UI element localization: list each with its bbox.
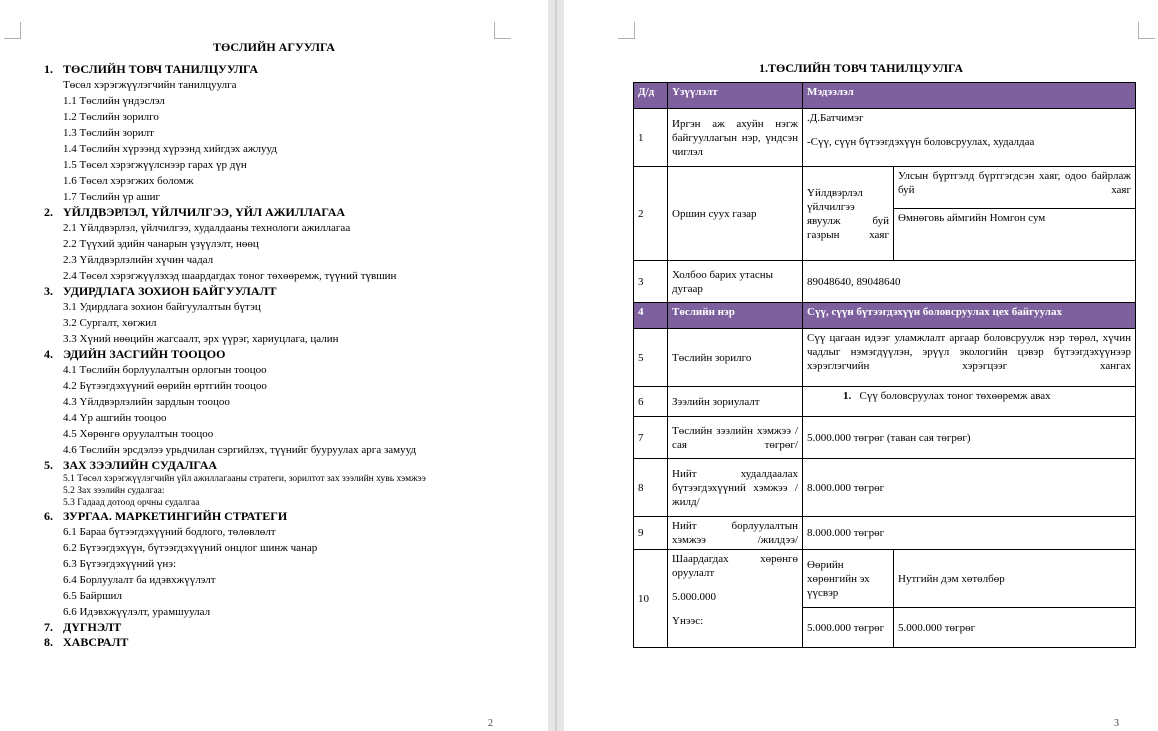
toc-section-title: ЭДИЙН ЗАСГИЙН ТООЦОО xyxy=(63,347,226,361)
crop-mark xyxy=(494,22,511,39)
toc-section-number: 4. xyxy=(44,347,53,361)
toc-section-number: 7. xyxy=(44,620,53,634)
row-value: 5.000.000 төгрөг (таван сая төгрөг) xyxy=(803,417,1136,459)
own-source-label: Өөрийн хөрөнгийн эх үүсвэр xyxy=(803,550,894,608)
toc-item: 2.2 Түүхий эдийн чанарын үзүүлэлт, нөөц xyxy=(63,238,259,250)
row-num: 5 xyxy=(634,329,668,387)
toc-item: 1.7 Төслийн үр ашиг xyxy=(63,191,161,203)
page-left xyxy=(0,0,548,731)
toc-section-title: ХАВСРАЛТ xyxy=(63,635,129,649)
toc-section-title: ЗУРГАА. МАРКЕТИНГИЙН СТРАТЕГИ xyxy=(63,509,288,523)
toc-item: 4.4 Үр ашгийн тооцоо xyxy=(63,412,167,424)
investment-label: Шаардагдах хөрөнгө оруулалт xyxy=(672,553,798,579)
main-direction: -Сүү, сүүн бүтээгдэхүүн боловсруулах, худалдаа xyxy=(807,136,1035,148)
toc-section-title: ТӨСЛИЙН ТОВЧ ТАНИЛЦУУЛГА xyxy=(63,62,259,76)
section-heading: 1.ТӨСЛИЙН ТОВЧ ТАНИЛЦУУЛГА xyxy=(758,61,964,75)
toc-section xyxy=(44,458,514,509)
table-row xyxy=(634,261,1136,303)
toc-item: 4.6 Төслийн эрсдэлээ урьдчилан сэргийлэх, түүнийг бууруулах арга замууд xyxy=(63,444,417,456)
toc-item: 1.4 Төслийн хүрээнд хүрээнд хийгдэх ажлууд xyxy=(63,143,277,155)
table-row xyxy=(634,387,1136,417)
project-name: Сүү, сүүн бүтээгдэхүүн боловсруулах цех байгуулах xyxy=(803,303,1136,329)
toc-section-title: УДИРДЛАГА ЗОХИОН БАЙГУУЛАЛТ xyxy=(63,284,277,298)
row-num: 8 xyxy=(634,459,668,517)
table-row xyxy=(634,517,1136,550)
page-gutter-edge xyxy=(555,0,557,731)
toc-section-heading xyxy=(44,62,514,77)
crop-mark xyxy=(618,22,635,39)
row-sublabel: Үйлдвэрлэл үйлчилгээ явуулж буй газрын хаяг xyxy=(803,167,894,261)
toc-item: 5.2 Зах зээлийн судалгаа: xyxy=(63,486,165,496)
toc-item: 3.1 Удирдлага зохион байгуулалтын бүтэц xyxy=(63,301,261,313)
toc-section xyxy=(44,62,514,205)
toc-section-number: 5. xyxy=(44,458,53,472)
list-number: 1. xyxy=(843,390,852,402)
table-row xyxy=(634,550,1136,608)
toc-item: Төсөл хэрэгжүүлэгчийн танилцуулга xyxy=(63,79,237,91)
row-value: Сүү цагаан идээг уламжлалт аргаар боловсруулж нэр төрөл, хүчин чадлыг нэмэгдүүлэн, эрүүл экологийн цэвэр бүтээгдэхүүнээр хэрэглэгчийн хэрэгцээг хангах xyxy=(803,329,1136,387)
row-num: 1 xyxy=(634,109,668,167)
toc-item: 4.1 Төслийн борлуулалтын орлогын тооцоо xyxy=(63,364,267,376)
header-cell-info: Мэдээлэл xyxy=(803,83,1136,109)
toc-item: 6.6 Идэвхжүүлэлт, урамшуулал xyxy=(63,606,211,618)
row-value: 8.000.000 төгрөг xyxy=(803,517,1136,550)
toc-section-number: 1. xyxy=(44,62,53,76)
row-label: Нийт борлуулалтын хэмжээ /жилдээ/ xyxy=(668,517,803,550)
toc-section xyxy=(44,205,514,284)
row-value xyxy=(803,109,1136,167)
header-cell-indicator: Үзүүлэлт xyxy=(668,83,803,109)
toc-item: 6.1 Бараа бүтээгдэхүүний бодлого, төлөвлөлт xyxy=(63,526,276,538)
toc-section-heading xyxy=(44,284,514,299)
toc-section xyxy=(44,635,514,650)
toc-section-heading xyxy=(44,458,514,473)
toc-item: 1.1 Төслийн үндэслэл xyxy=(63,95,165,107)
toc-item: 2.3 Үйлдвэрлэлийн хүчин чадал xyxy=(63,254,214,266)
toc-section-title: ДҮГНЭЛТ xyxy=(63,620,122,634)
toc-section-title: ЗАХ ЗЭЭЛИЙН СУДАЛГАА xyxy=(63,458,218,472)
table-row xyxy=(634,167,1136,209)
toc-item: 2.1 Үйлдвэрлэл, үйлчилгээ, худалдааны технологи ажиллагаа xyxy=(63,222,351,234)
toc-section xyxy=(44,509,514,620)
price-label: Үнээс: xyxy=(672,615,704,627)
table-header-row xyxy=(634,303,1136,329)
row-label: Оршин суух газар xyxy=(668,167,803,261)
toc-section xyxy=(44,347,514,458)
toc-item: 1.3 Төслийн зорилт xyxy=(63,127,154,139)
toc-item: 6.5 Байршил xyxy=(63,590,122,602)
toc-section-heading xyxy=(44,347,514,362)
row-label: Холбоо барих утасны дугаар xyxy=(668,261,803,303)
toc-section-number: 6. xyxy=(44,509,53,523)
program-amount: 5.000.000 төгрөг xyxy=(894,608,1136,648)
row-label: Төслийн зээлийн хэмжээ /сая төгрөг/ xyxy=(668,417,803,459)
toc-item: 5.1 Төсөл хэрэгжүүлэгчийн үйл ажиллагааны стратеги, зорилтот зах зээлийн хувь хэмжээ xyxy=(63,474,426,484)
toc-item: 4.5 Хөрөнгө оруулалтын тооцоо xyxy=(63,428,214,440)
own-amount: 5.000.000 төгрөг xyxy=(803,608,894,648)
toc-item: 1.2 Төслийн зорилго xyxy=(63,111,159,123)
row-value: Өмнөговь аймгийн Номгон сум xyxy=(894,209,1136,261)
table-row xyxy=(634,109,1136,167)
table-row xyxy=(634,459,1136,517)
row-num: 6 xyxy=(634,387,668,417)
crop-mark xyxy=(1138,22,1155,39)
toc-item: 3.3 Хүний нөөцийн жагсаалт, эрх үүрэг, хариуцлага, цалин xyxy=(63,333,339,345)
page-right xyxy=(564,0,1158,731)
toc-section-heading xyxy=(44,509,514,524)
investment-amount: 5.000.000 xyxy=(672,591,716,603)
toc-section xyxy=(44,284,514,347)
row-value: Улсын бүртгэлд бүртгэгдсэн хаяг, одоо байрлаж буй хаяг xyxy=(894,167,1136,209)
crop-mark xyxy=(4,22,21,39)
toc-section xyxy=(44,620,514,635)
toc-section-title: ҮЙЛДВЭРЛЭЛ, ҮЙЛЧИЛГЭЭ, ҮЙЛ АЖИЛЛАГАА xyxy=(63,205,346,219)
toc-item: 4.3 Үйлдвэрлэлийн зардлын тооцоо xyxy=(63,396,230,408)
toc-item: 1.5 Төсөл хэрэгжүүлснээр гарах үр дүн xyxy=(63,159,247,171)
toc-item: 6.2 Бүтээгдэхүүн, бүтээгдэхүүний онцлог шинж чанар xyxy=(63,542,318,554)
owner-name: .Д.Батчимэг xyxy=(807,112,864,124)
row-label: Зээлийн зориулалт xyxy=(668,387,803,417)
toc-section-number: 3. xyxy=(44,284,53,298)
table-row xyxy=(634,329,1136,387)
toc-item: 4.2 Бүтээгдэхүүний өөрийн өртгийн тооцоо xyxy=(63,380,267,392)
toc-item: 6.3 Бүтээгдэхүүний үнэ: xyxy=(63,558,177,570)
row-value: 8.000.000 төгрөг xyxy=(803,459,1136,517)
toc-item: 6.4 Борлуулалт ба идэвхжүүлэлт xyxy=(63,574,216,586)
toc-item: 1.6 Төсөл хэрэгжих боломж xyxy=(63,175,194,187)
page-number: 3 xyxy=(1114,718,1119,729)
table-row xyxy=(634,417,1136,459)
loan-purpose: Сүү боловсруулах тоног төхөөремж авах xyxy=(859,390,1051,402)
toc-section-number: 8. xyxy=(44,635,53,649)
row-num: 3 xyxy=(634,261,668,303)
row-label: Төслийн нэр xyxy=(668,303,803,329)
toc-item: 5.3 Гадаад дотоод орчны судалгаа xyxy=(63,498,200,508)
table-of-contents xyxy=(44,62,514,650)
row-num: 2 xyxy=(634,167,668,261)
row-num: 10 xyxy=(634,550,668,648)
row-value xyxy=(803,387,1136,417)
row-label: Төслийн зорилго xyxy=(668,329,803,387)
row-value: 89048640, 89048640 xyxy=(803,261,1136,303)
toc-section-number: 2. xyxy=(44,205,53,219)
program-name: Нутгийн дэм хөтөлбөр xyxy=(894,550,1136,608)
header-cell-num: Д/д xyxy=(634,83,668,109)
row-num: 7 xyxy=(634,417,668,459)
row-num: 9 xyxy=(634,517,668,550)
page-number: 2 xyxy=(488,718,493,729)
toc-title: ТӨСЛИЙН АГУУЛГА xyxy=(213,40,335,54)
row-num: 4 xyxy=(634,303,668,329)
toc-section-heading xyxy=(44,205,514,220)
toc-item: 2.4 Төсөл хэрэгжүүлэхэд шаардагдах тоног төхөөремж, түүний түвшин xyxy=(63,270,397,282)
toc-item: 3.2 Сургалт, хөгжил xyxy=(63,317,157,329)
project-info-table xyxy=(633,82,1136,648)
row-label: Иргэн аж ахуйн нэгж байгууллагын нэр, үндсэн чиглэл xyxy=(668,109,803,167)
table-header-row xyxy=(634,83,1136,109)
row-label: Нийт худалдаалах бүтээгдэхүүний хэмжээ /жилд/ xyxy=(668,459,803,517)
toc-section-heading xyxy=(44,635,514,650)
toc-section-heading xyxy=(44,620,514,635)
row-label xyxy=(668,550,803,648)
